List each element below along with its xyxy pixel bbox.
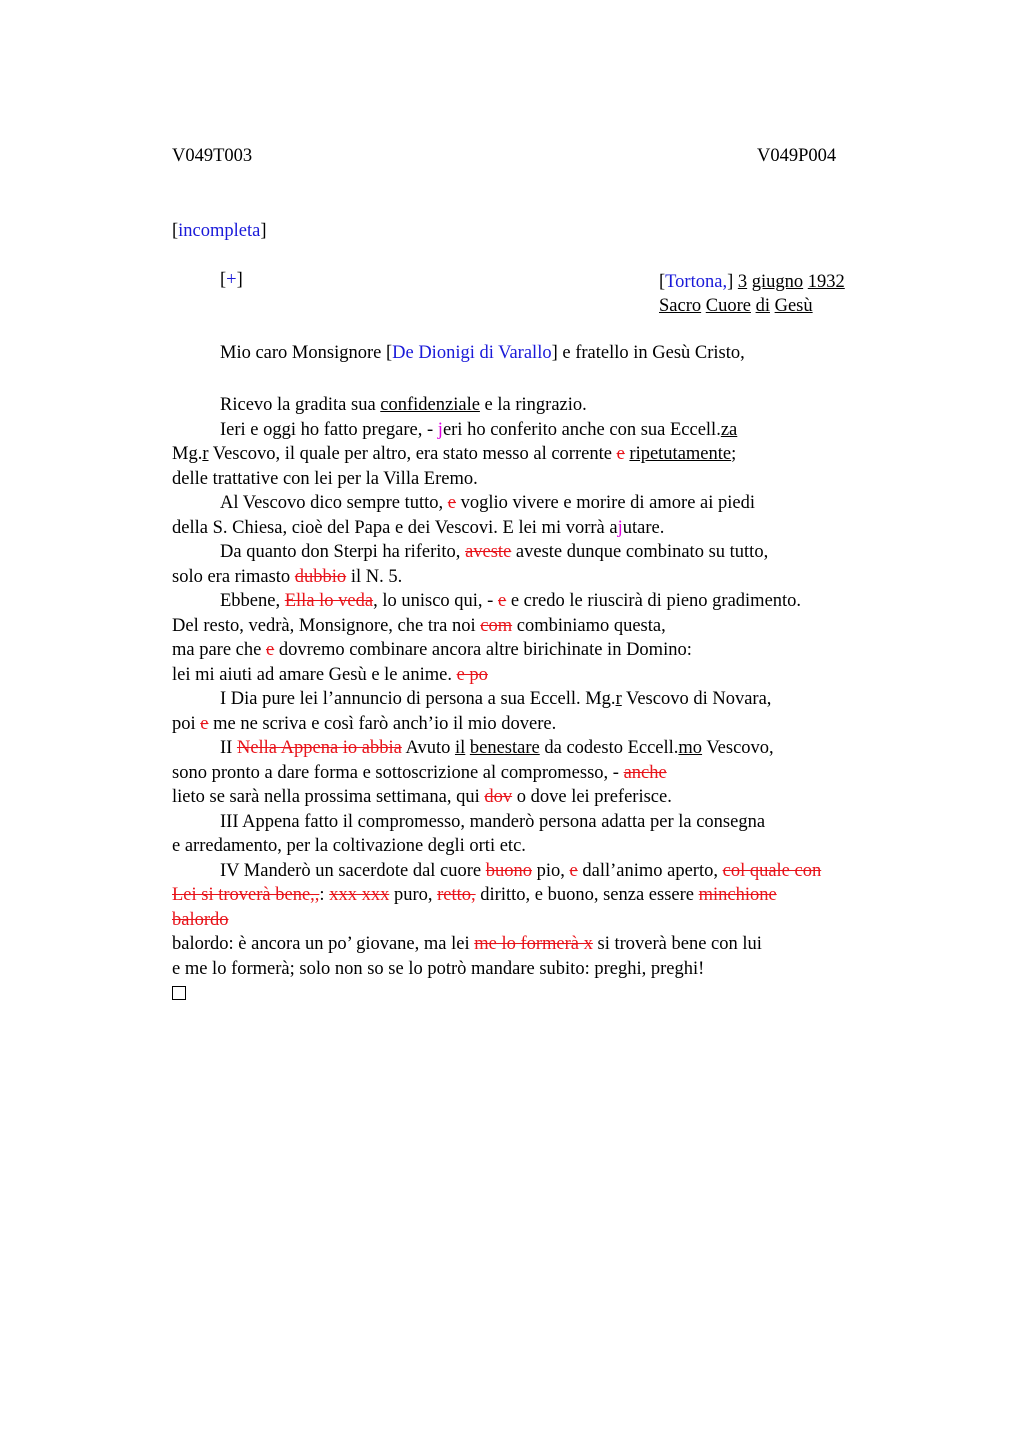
deleted-text: e po (456, 664, 488, 685)
deleted-text: dubbio (294, 566, 347, 587)
letter-line (172, 565, 912, 590)
inserted-letter: j (437, 419, 443, 440)
text-run: il N. 5. (346, 566, 403, 587)
text-run: Del resto, vedrà, Monsignore, che tra noi (172, 615, 481, 636)
letter-line (172, 957, 912, 982)
text-run: Al Vescovo dico sempre tutto, (220, 493, 448, 513)
completeness-note (172, 221, 267, 242)
letter-line (172, 736, 912, 761)
letter-body (172, 393, 912, 1006)
feast-line: Sacro Cuore di Gesù (659, 296, 813, 316)
letter-line (172, 785, 912, 810)
text-run: delle trattative con lei per la Villa Eremo. (172, 468, 478, 489)
text-run: e me lo formerà; solo non so se lo potrò mandare subito: preghi, preghi! (172, 958, 705, 979)
text-run: dall’animo aperto, (577, 860, 723, 881)
deleted-text: anche (623, 762, 667, 783)
text-run: puro, (389, 885, 438, 905)
text-run: eri ho conferito anche con sua Eccell. (442, 419, 721, 440)
underlined-text: mo (678, 738, 703, 758)
text-run: della S. Chiesa, cioè del Papa e dei Vescovi. E lei mi vorrà a (172, 517, 618, 538)
deleted-text: com (480, 615, 513, 636)
letter-line (172, 467, 912, 492)
text-run: combiniamo questa, (512, 615, 666, 636)
text-run: pio, (532, 860, 570, 881)
underlined-text: r (202, 444, 209, 464)
text-run: Ebbene, (220, 591, 285, 611)
text-run: , lo unisco qui, - (373, 591, 498, 611)
underlined-text: il (454, 738, 466, 758)
bracket-open: [ (172, 221, 179, 241)
text-run: balordo: è ancora un po’ giovane, ma lei (172, 934, 475, 954)
letter-line (172, 393, 912, 418)
letter-line (172, 908, 912, 933)
date-line: [Tortona,] 3 giugno 1932 (659, 272, 845, 292)
text-run: ; (731, 444, 737, 464)
letter-line (172, 540, 912, 565)
text-run: Avuto (401, 738, 455, 758)
deleted-text: aveste (465, 542, 512, 562)
deleted-text: Nella Appena io abbia (236, 738, 402, 758)
deleted-text: xxx xxx (329, 885, 390, 905)
text-run: aveste dunque combinato su tutto, (511, 542, 769, 562)
recipient-name: De Dionigi di Varallo (392, 343, 552, 363)
text-run: voglio vivere e morire di amore ai piedi (456, 493, 755, 513)
letter-line (172, 883, 912, 908)
deleted-text: e (447, 493, 457, 513)
text-run: utare. (622, 517, 665, 538)
cross-mark: [+] (220, 270, 243, 290)
text-run: Ieri e oggi ho fatto pregare, - (220, 419, 438, 440)
text-run: e arredamento, per la coltivazione degli orti etc. (172, 836, 526, 856)
deleted-text: retto, (437, 885, 476, 905)
letter-line (172, 614, 912, 639)
letter-line (172, 516, 912, 541)
dateline (659, 270, 845, 318)
document-code-left: V049T003 (172, 146, 253, 166)
deleted-text: buono (485, 860, 532, 881)
deleted-text: minchione (698, 885, 777, 905)
letter-line (172, 761, 912, 786)
text-run: Vescovo di Novara, (621, 689, 772, 709)
text-run: Vescovo, il quale per altro, era stato messo al corrente (208, 444, 617, 464)
deleted-text: me lo formerà x (474, 934, 593, 954)
underlined-text: ripetutamente (629, 444, 732, 464)
text-run: da codesto Eccell. (539, 738, 679, 758)
text-run: o dove lei preferisce. (512, 787, 672, 807)
text-run: Mg. (172, 444, 203, 464)
inserted-letter: j (617, 517, 623, 538)
text-run: III Appena fatto il compromesso, manderò persona adatta per la consegna (220, 811, 766, 832)
deleted-text: e (616, 444, 625, 464)
text-run: lei mi aiuti ad amare Gesù e le anime. (172, 664, 457, 685)
text-run: dovremo combinare ancora altre birichinate in Domino: (274, 640, 692, 660)
deleted-text: dov (484, 787, 513, 807)
end-mark-row (172, 981, 912, 1006)
letter-line (172, 712, 912, 737)
letter-line (172, 932, 912, 957)
text-run: I Dia pure lei l’annuncio di persona a sua Eccell. Mg. (220, 689, 616, 709)
letter-line (172, 810, 912, 835)
deleted-text: e (497, 591, 507, 611)
underlined-text: za (720, 419, 738, 440)
deleted-text: e (265, 640, 275, 660)
cross-symbol: + (226, 270, 237, 290)
bracket-close: ] (260, 221, 267, 241)
deleted-text: Ella lo veda (284, 591, 374, 611)
text-run: solo era rimasto (172, 566, 295, 587)
text-run: ma pare che (172, 640, 266, 660)
text-run: II (220, 738, 237, 758)
date-year: 1932 (807, 272, 845, 292)
date-month: giugno (751, 272, 804, 292)
text-run: Ricevo la gradita sua (220, 395, 381, 415)
text-run: lieto se sarà nella prossima settimana, qui (172, 787, 485, 807)
text-run: poi (172, 713, 201, 734)
underlined-text: confidenziale (380, 395, 480, 415)
letter-line (172, 859, 912, 884)
place-name: Tortona, (665, 272, 728, 292)
document-code-right: V049P004 (757, 146, 837, 166)
text-run: e la ringrazio. (479, 395, 587, 415)
letter-line (172, 663, 912, 688)
letter-line (172, 638, 912, 663)
letter-line (172, 687, 912, 712)
text-run: : (319, 885, 330, 905)
letter-line (172, 834, 912, 859)
end-box-icon (172, 986, 186, 1000)
deleted-text: Lei si troverà bene,, (172, 885, 320, 905)
underlined-text: benestare (469, 738, 540, 758)
text-run: diritto, e buono, senza essere (475, 885, 699, 905)
letter-line (172, 589, 912, 614)
deleted-text: e (569, 860, 578, 881)
completeness-word: incompleta (178, 221, 261, 241)
deleted-text: balordo (172, 909, 229, 930)
text-run: me ne scriva e così farò anch’io il mio dovere. (208, 713, 557, 734)
text-run: e credo le riuscirà di pieno gradimento. (506, 591, 802, 611)
text-run: IV Manderò un sacerdote dal cuore (220, 860, 486, 881)
letter-line (172, 418, 912, 443)
deleted-text: col quale con (722, 860, 822, 881)
letter-line (172, 442, 912, 467)
underlined-text: r (615, 689, 622, 709)
text-run: Vescovo, (702, 738, 774, 758)
salutation: Mio caro Monsignore [De Dionigi di Varallo] e fratello in Gesù Cristo, (220, 343, 745, 363)
letter-line (172, 491, 912, 516)
deleted-text: e (200, 713, 209, 734)
text-run: sono pronto a dare forma e sottoscrizione al compromesso, - (172, 762, 624, 783)
text-run: si troverà bene con lui (592, 934, 762, 954)
text-run: Da quanto don Sterpi ha riferito, (220, 542, 466, 562)
date-day: 3 (737, 272, 748, 292)
